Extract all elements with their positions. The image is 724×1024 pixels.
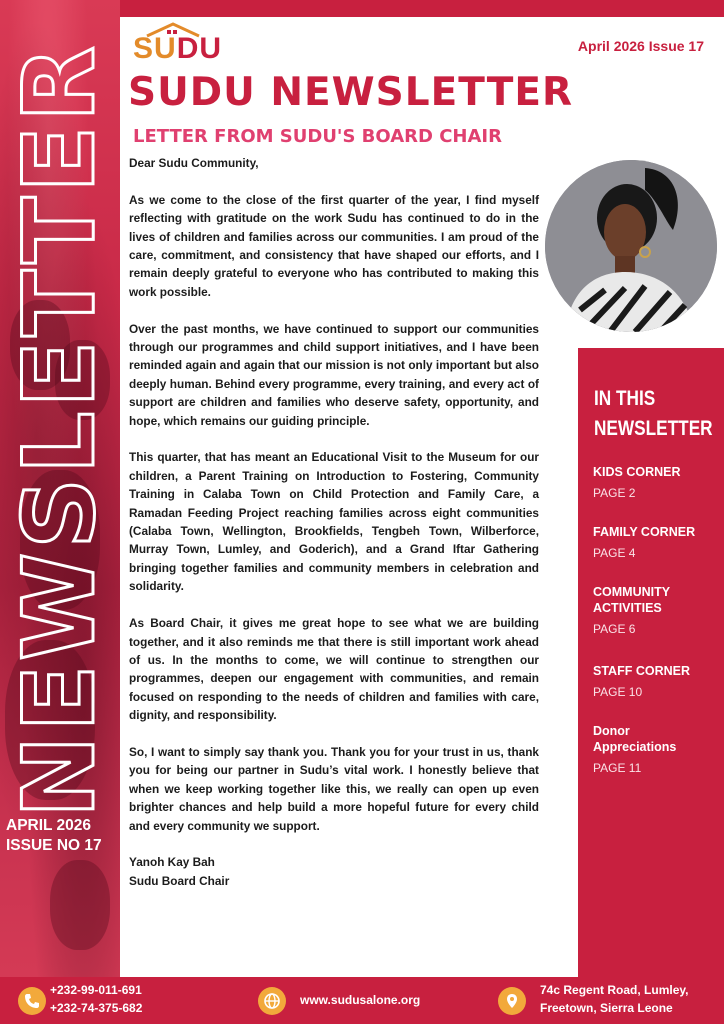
letter-body [129, 154, 539, 890]
phone-number-1[interactable]: +232-99-011-691 [50, 983, 142, 997]
toc-heading [594, 384, 713, 444]
toc-item-title: Donor Appreciations [593, 724, 677, 754]
logo-text-su: SU [133, 32, 177, 65]
footer-contact-bar [0, 977, 724, 1024]
signer-name: Yanoh Kay Bah [129, 855, 215, 870]
table-of-contents [578, 348, 724, 978]
address-line-1: 74c Regent Road, Lumley, [540, 983, 689, 997]
address [540, 981, 688, 1017]
logo-wordmark [133, 32, 222, 66]
vertical-newsletter-title: NEWSLETTER [3, 42, 117, 818]
page-subtitle: LETTER FROM SUDU'S BOARD CHAIR [133, 126, 502, 147]
issue-label: April 2026 Issue 17 [577, 38, 704, 54]
toc-item-page: PAGE 4 [593, 546, 636, 560]
sudu-logo [133, 22, 243, 64]
toc-item-page: PAGE 6 [593, 622, 636, 636]
globe-icon [258, 987, 286, 1015]
phone-numbers [50, 981, 142, 1017]
issue-date: APRIL 2026 [6, 817, 92, 834]
top-accent-bar [120, 0, 724, 17]
toc-heading-line: IN THIS [594, 387, 656, 410]
letter-paragraph: This quarter, that has meant an Educational Visit to the Museum for our children, a Parent Training on Introduction to Fostering, Community Training in Calaba Town on Child Protection and Family Care, a Ramadan Feeding Project reaching families across eight communities (Calaba Town, Wellington, Brookfields, Tengbeh Town, Wilberforce, Murray Town, Lumley, and Goderich), and a Grand Iftar Gathering bringing together families and community members in celebration and solidarity. [129, 450, 539, 594]
phone-number-2[interactable]: +232-74-375-682 [50, 1001, 143, 1015]
logo-text-du: DU [176, 32, 223, 65]
signer-title: Sudu Board Chair [129, 873, 230, 888]
cover-photo-band [0, 0, 120, 977]
letter-paragraph: As we come to the close of the first quarter of the year, I find myself reflecting with gratitude on the work Sudu has continued to do in the lives of children and families across our communities. I am proud of the care, commitment, and consistency that have shaped our efforts, and I remain deeply grateful to everyone who has contributed to making this work possible. [129, 192, 539, 299]
salutation: Dear Sudu Community, [129, 156, 259, 170]
toc-item-community-activities[interactable] [593, 584, 693, 636]
toc-item-kids-corner[interactable] [593, 464, 723, 500]
toc-item-title: KIDS CORNER [593, 465, 681, 479]
toc-item-title: COMMUNITY ACTIVITIES [593, 585, 670, 615]
photo-figure [50, 860, 110, 950]
address-line-2: Freetown, Sierra Leone [540, 1001, 673, 1015]
phone-icon [18, 987, 46, 1015]
toc-item-title: STAFF CORNER [593, 664, 690, 678]
toc-item-donor-appreciations[interactable] [593, 723, 693, 775]
toc-heading-line: NEWSLETTER [594, 417, 713, 440]
toc-item-page: PAGE 11 [593, 761, 642, 775]
website-link[interactable]: www.sudusalone.org [300, 993, 421, 1007]
toc-item-page: PAGE 10 [593, 685, 643, 699]
portrait-image [545, 160, 717, 332]
letter-paragraph: Over the past months, we have continued to support our communities through our programmes and child support initiatives, and I have been reminded again and again that our mission is not only important but also deeply human. Behind every programme, every training, and every act of support are children and families who deserve safety, opportunity, and hope, which remains our guiding principle. [129, 321, 539, 428]
board-chair-portrait [545, 160, 717, 332]
letter-paragraph: So, I want to simply say thank you. Thank you for your trust in us, thank you for being our partner in Sudu’s vital work. I honestly believe that when we keep working together like this, we really can open up even brighter chances and help build a more hopeful future for every child and every community we support. [129, 744, 539, 833]
letter-paragraph: As Board Chair, it gives me great hope to see what we are building together, and it also reminds me that there is still important work ahead of us. In the months to come, we will continue to strengthen our programmes, deepen our engagement with communities, and remain focused on responding to the needs of children and families with care, dignity, and responsibility. [129, 616, 539, 723]
left-issue-label [6, 816, 118, 856]
toc-item-family-corner[interactable] [593, 524, 723, 560]
issue-number: ISSUE NO 17 [6, 837, 102, 854]
location-pin-icon [498, 987, 526, 1015]
toc-item-title: FAMILY CORNER [593, 525, 696, 539]
toc-item-page: PAGE 2 [593, 486, 636, 500]
toc-item-staff-corner[interactable] [593, 663, 723, 699]
page-title: SUDU NEWSLETTER [128, 70, 574, 115]
